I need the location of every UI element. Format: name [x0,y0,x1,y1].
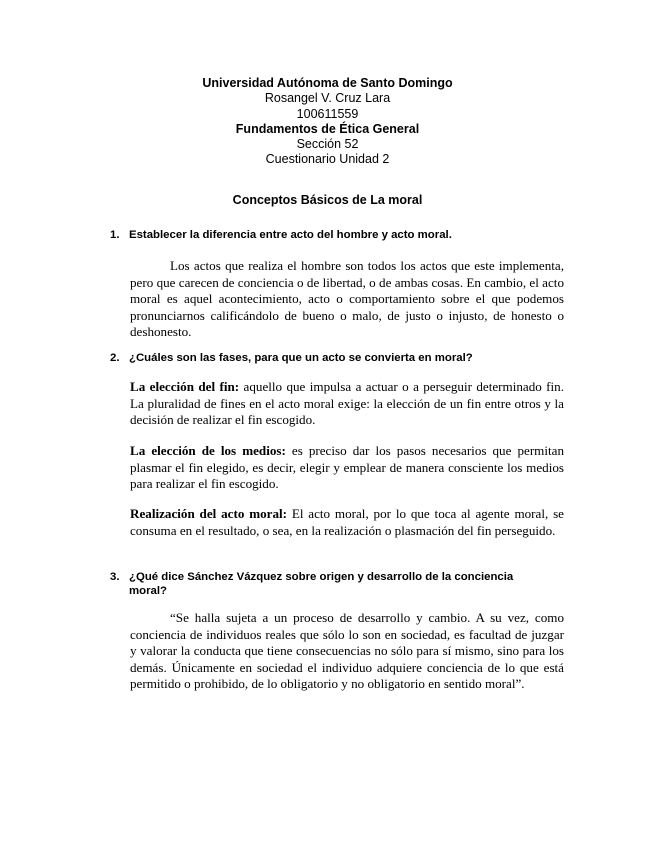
document-header [0,76,655,168]
phase-3-paragraph [130,506,564,539]
answer-1: Los actos que realiza el hombre son todos los actos que este implementa, pero que carecen de conciencia o de libertad, o de ambas cosas. En cambio, el acto moral es aquel acontecimiento, acto o comportamiento sobre el que podemos pronunciarnos calificándolo de bueno o malo, de justo o injusto, de honesto o deshonesto. [130,258,564,339]
assignment-label: Cuestionario Unidad 2 [265,152,390,167]
phase-2-paragraph [130,443,564,493]
question-text: Establecer la diferencia entre acto del hombre y acto moral. [129,229,452,241]
phase-3-title: Realización del acto moral: [130,506,287,521]
answer-3: “Se halla sujeta a un proceso de desarrollo y cambio. A su vez, como conciencia de individuos reales que sólo lo son en sociedad, es facultad de juzgar y valorar la conducta que tiene consecuencias no sólo para sí mismo, sino para los demás. Únicamente en sociedad el individuo adquiere conciencia de lo que está permitido o prohibido, de lo obligatorio y no obligatorio en sentido moral”. [130,610,564,691]
phase-1-text: aquello que impulsa a actuar o a perseguir determinado fin. La pluralidad de fines en el acto moral exige: la elección de un fin entre otros y la decisión de realizar el fin escogido. [130,379,564,427]
question-number: 3. [110,571,120,583]
student-id: 100611559 [296,106,359,121]
university-name: Universidad Autónoma de Santo Domingo [202,76,453,90]
phase-2-text: es preciso dar los pasos necesarios que permitan plasmar el fin elegido, es decir, elegir y emplear de manera consciente los medios para realizar el fin escogido. [130,443,564,491]
phase-1-title: La elección del fin: [130,379,240,394]
student-name: Rosangel V. Cruz Lara [264,91,391,106]
question-number: 1. [110,229,120,241]
phase-3-text: El acto moral, por lo que toca al agente moral, se consuma en el resultado, o sea, en la realización o plasmación del fin perseguido. [130,506,564,538]
section-label: Sección 52 [296,137,359,152]
page-title: Conceptos Básicos de La moral [232,193,423,207]
question-3 [110,570,550,598]
question-text: ¿Qué dice Sánchez Vázquez sobre origen y desarrollo de la conciencia moral? [129,571,514,597]
course-name: Fundamentos de Ética General [235,121,420,136]
question-text: ¿Cuáles son las fases, para que un acto se convierta en moral? [129,352,473,364]
question-1 [110,228,550,242]
question-number: 2. [110,352,120,364]
question-2 [110,351,550,365]
phase-1-paragraph [130,379,564,429]
phase-2-title: La elección de los medios: [130,443,286,458]
